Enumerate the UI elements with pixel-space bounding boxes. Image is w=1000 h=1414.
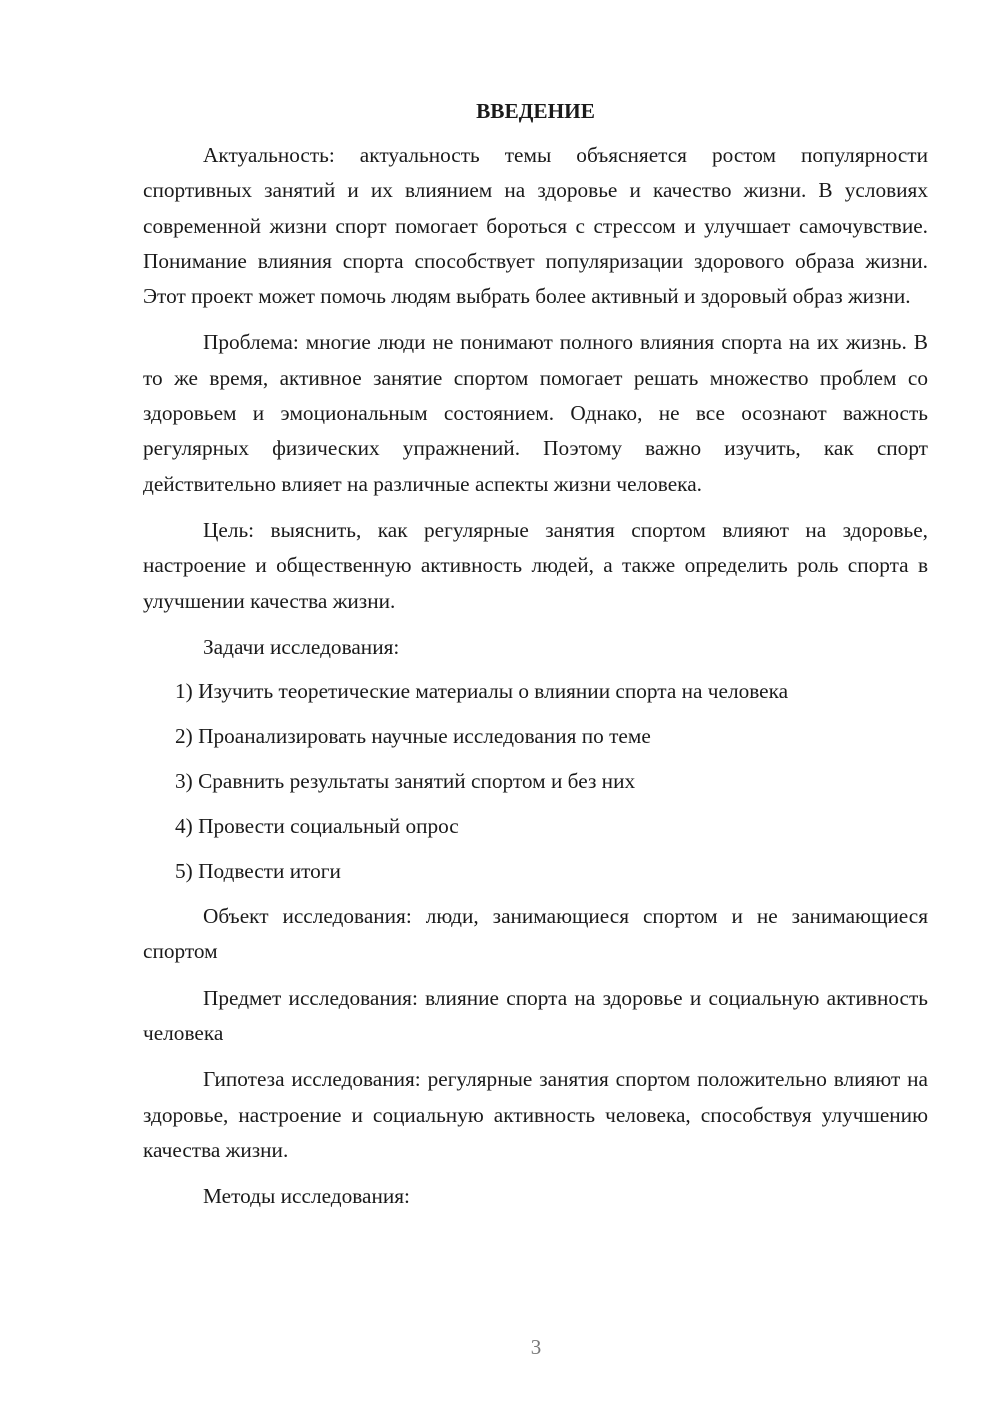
tasks-heading: Задачи исследования: [203, 634, 400, 659]
paragraph-subject: Предмет исследования: влияние спорта на здоровье и социальную активность человека [143, 985, 928, 1045]
task-item: 5) Подвести итоги [175, 859, 341, 884]
paragraph-object: Объект исследования: люди, занимающиеся спортом и не занимающиеся спортом [143, 904, 928, 964]
document-page [143, 94, 928, 1223]
methods-heading: Методы исследования: [203, 1184, 410, 1209]
task-item: 4) Провести социальный опрос [175, 814, 459, 839]
paragraph-hypothesis: Гипотеза исследования: регулярные занятия спортом положительно влияют на здоровье, настроение и социальную активность человека, способствуя улучшению качества жизни. [143, 1067, 928, 1162]
paragraph-problem: Проблема: многие люди не понимают полного влияния спорта на их жизнь. В то же время, активное занятие спортом помогает решать множество проблем со здоровьем и эмоциональным состоянием. Однако, не все осознают важность регулярных физических упражнений. Поэтому важно изучить, как спорт действительно влияет на различные аспекты жизни человека. [143, 330, 928, 496]
tasks-list [143, 674, 928, 889]
task-item: 3) Сравнить результаты занятий спортом и без них [175, 769, 636, 794]
paragraph-goal: Цель: выяснить, как регулярные занятия спортом влияют на здоровье, настроение и общественную активность людей, а также определить роль спорта в улучшении качества жизни. [143, 517, 928, 613]
paragraph-relevance: Актуальность: актуальность темы объясняется ростом популярности спортивных занятий и их влиянием на здоровье и качество жизни. В условиях современной жизни спорт помогает бороться с стрессом и улучшает самочувствие. Понимание влияния спорта способствует популяризации здорового образа жизни. Этот проект может помочь людям выбрать более активный и здоровый образ жизни. [143, 143, 928, 309]
task-item: 2) Проанализировать научные исследования по теме [175, 724, 651, 749]
section-title: ВВЕДЕНИЕ [476, 99, 595, 123]
task-item: 1) Изучить теоретические материалы о влиянии спорта на человека [175, 679, 789, 704]
page-number: 3 [530, 1335, 542, 1359]
